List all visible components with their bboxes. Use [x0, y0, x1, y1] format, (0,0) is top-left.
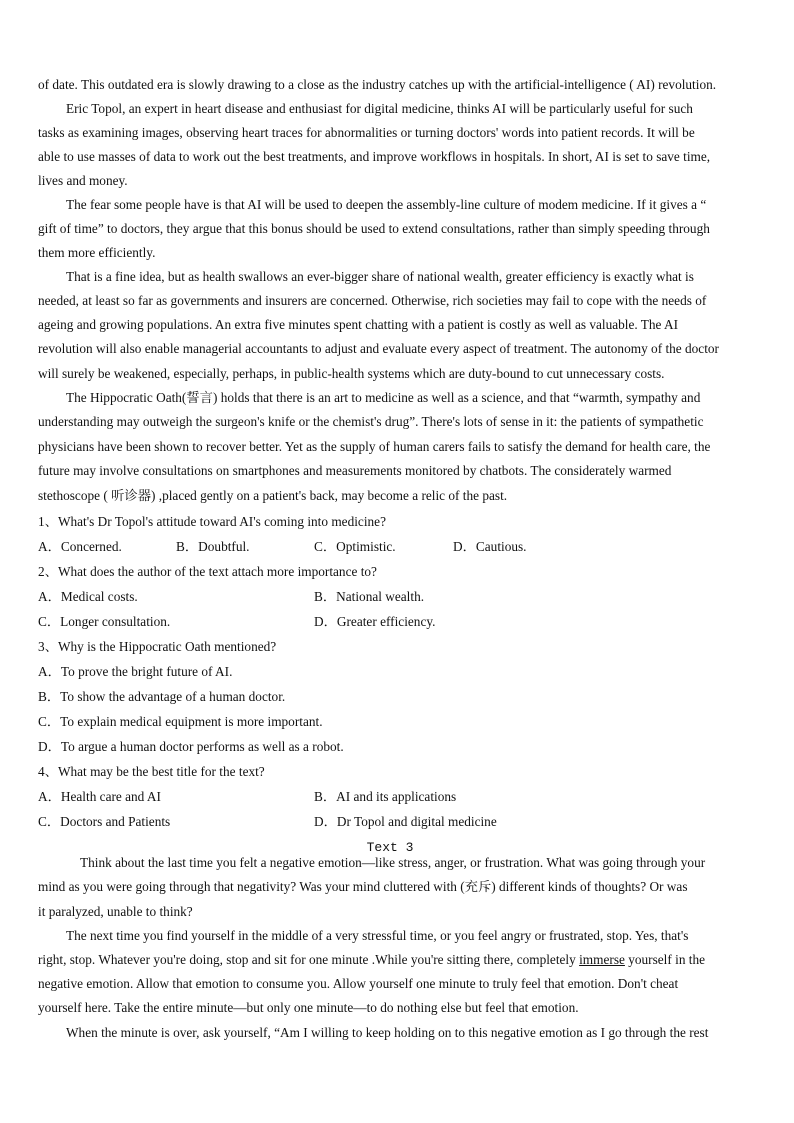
- option-a[interactable]: A．Concerned.: [38, 539, 122, 554]
- passage-line: yourself here. Take the entire minute—but only one minute—to do nothing else but feel that emotion.: [38, 1000, 579, 1015]
- passage-line: When the minute is over, ask yourself, “Am I willing to keep holding on to this negative emotion as I go through the rest: [66, 1025, 709, 1040]
- option-b[interactable]: B．National wealth.: [314, 589, 425, 604]
- passage-line: needed, at least so far as governments and insurers are concerned. Otherwise, rich societies may fail to cope with the needs of: [38, 293, 707, 308]
- option-d[interactable]: D．Cautious.: [453, 539, 527, 554]
- passage-line: revolution will also enable managerial accountants to adjust and evaluate every aspect of treatment. The autonomy of the doctor: [38, 341, 719, 356]
- passage-line: gift of time” to doctors, they argue that this bonus should be used to extend consultations, rather than simply speeding through: [38, 221, 710, 236]
- option-c[interactable]: C．Doctors and Patients: [38, 814, 171, 829]
- passage-line: mind as you were going through that negativity? Was your mind cluttered with (充斥) different kinds of thoughts? Or was: [38, 879, 688, 894]
- option-c[interactable]: C．Optimistic.: [314, 539, 396, 554]
- passage-line: understanding may outweigh the surgeon's knife or the chemist's drug”. There's lots of sense in it: the patients of sympathetic: [38, 414, 704, 429]
- line-text: yourself in the: [624, 952, 706, 967]
- option-b[interactable]: B．Doubtful.: [176, 539, 250, 554]
- passage-line: [38, 952, 705, 968]
- passage-line: Eric Topol, an expert in heart disease and enthusiast for digital medicine, thinks AI will be particularly useful for such: [66, 101, 693, 116]
- passage-line: ageing and growing populations. An extra five minutes spent chatting with a patient is costly as well as valuable. The AI: [38, 317, 679, 332]
- passage-line: able to use masses of data to work out the best treatments, and improve workflows in hospitals. In short, AI is set to save time,: [38, 149, 711, 164]
- passage-line: physicians have been shown to recover better. Yet as the supply of human carers fails to satisfy the demand for health care, the: [38, 439, 711, 454]
- option-a[interactable]: A．To prove the bright future of AI.: [38, 664, 233, 679]
- question-stem: 4、What may be the best title for the text?: [38, 764, 265, 779]
- option-b[interactable]: B．To show the advantage of a human doctor.: [38, 689, 286, 704]
- option-c[interactable]: C．Longer consultation.: [38, 614, 171, 629]
- section-title: Text 3: [366, 840, 414, 855]
- passage-line: tasks as examining images, observing heart traces for abnormalities or turning doctors' words into patient records. It will be: [38, 125, 695, 140]
- passage-line: Think about the last time you felt a negative emotion—like stress, anger, or frustration. What was going through your: [80, 855, 706, 870]
- option-c[interactable]: C．To explain medical equipment is more important.: [38, 714, 323, 729]
- passage-line: The Hippocratic Oath(誓言) holds that there is an art to medicine as well as a science, and that “warmth, sympathy and: [66, 390, 701, 405]
- question-stem: 2、What does the author of the text attach more importance to?: [38, 564, 377, 579]
- passage-line: stethoscope ( 听诊器) ,placed gently on a patient's back, may become a relic of the past.: [38, 488, 508, 503]
- passage-line: negative emotion. Allow that emotion to consume you. Allow yourself one minute to truly feel that emotion. Don't cheat: [38, 976, 679, 991]
- passage-line: them more efficiently.: [38, 245, 156, 260]
- passage-line: will surely be weakened, especially, perhaps, in public-health systems which are duty-bound to cut unnecessary costs.: [38, 366, 665, 381]
- passage-line: of date. This outdated era is slowly drawing to a close as the industry catches up with the artificial-intelligence ( AI) revolution.: [38, 77, 717, 92]
- passage-line: future may involve consultations on smartphones and measurements monitored by chatbots. The considerately warmed: [38, 463, 672, 478]
- passage-line: it paralyzed, unable to think?: [38, 904, 193, 919]
- option-a[interactable]: A．Medical costs.: [38, 589, 138, 604]
- question-stem: 3、Why is the Hippocratic Oath mentioned?: [38, 639, 277, 654]
- option-a[interactable]: A．Health care and AI: [38, 789, 161, 804]
- passage-line: The fear some people have is that AI will be used to deepen the assembly-line culture of modem medicine. If it gives a “: [66, 197, 707, 212]
- option-d[interactable]: D．Greater efficiency.: [314, 614, 436, 629]
- option-d[interactable]: D．Dr Topol and digital medicine: [314, 814, 497, 829]
- passage-line: lives and money.: [38, 173, 128, 188]
- question-stem: 1、What's Dr Topol's attitude toward AI's coming into medicine?: [38, 514, 386, 529]
- underlined-word: immerse: [579, 952, 625, 967]
- option-b[interactable]: B．AI and its applications: [314, 789, 457, 804]
- option-d[interactable]: D．To argue a human doctor performs as well as a robot.: [38, 739, 344, 754]
- passage-line: That is a fine idea, but as health swallows an ever-bigger share of national wealth, greater efficiency is exactly what is: [66, 269, 694, 284]
- line-text: right, stop. Whatever you're doing, stop and sit for one minute .While you're sitting there, completely: [38, 952, 580, 967]
- passage-line: The next time you find yourself in the middle of a very stressful time, or you feel angry or frustrated, stop. Yes, that's: [66, 928, 689, 943]
